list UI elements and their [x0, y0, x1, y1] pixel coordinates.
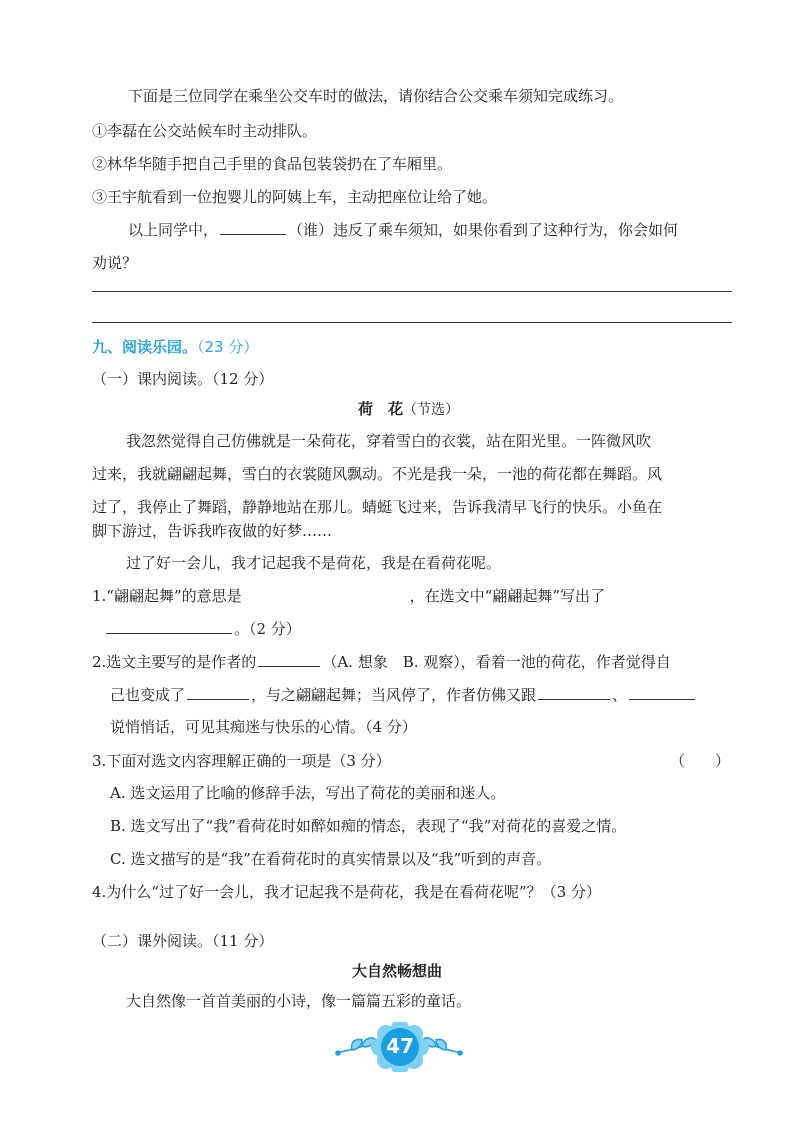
question-1-text-b: ，在选文中“翩翩起舞”写出了: [409, 587, 605, 605]
answer-line-1[interactable]: [92, 291, 732, 292]
passage-line-5: 过了好一会儿，我才记起我不是荷花，我是在看荷花呢。: [126, 554, 502, 572]
part-2-heading: （二）课外阅读。（11 分）: [92, 932, 274, 950]
answer-blank-q1[interactable]: [106, 619, 232, 634]
question-2-line-2: [110, 684, 697, 705]
option-a[interactable]: A. 选文运用了比喻的修辞手法，写出了荷花的美丽和迷人。: [110, 784, 506, 802]
left-sprout-icon: [336, 1038, 376, 1055]
intro-lead: 下面是三位同学在乘坐公交车时的做法，请你结合公交乘车须知完成练习。: [128, 87, 624, 105]
intro-question-cont: 劝说？: [92, 254, 138, 272]
answer-paren-q3[interactable]: （ ）: [670, 752, 731, 770]
question-2-text-a: 2.选文主要写的是作者的: [92, 653, 257, 671]
intro-item-3: ③王宇航看到一位抱婴儿的阿姨上车，主动把座位让给了她。: [92, 188, 498, 206]
passage-line-1: 我忽然觉得自己仿佛就是一朵荷花，穿着雪白的衣裳，站在阳光里。一阵微风吹: [126, 432, 652, 450]
intro-item-1: ①李磊在公交站候车时主动排队。: [92, 122, 318, 140]
section-9-heading: [92, 336, 258, 357]
answer-blank-q2-type[interactable]: [258, 652, 320, 667]
answer-line-2[interactable]: [92, 322, 732, 323]
intro-question: [128, 219, 678, 240]
question-2-line-3: 说悄悄话，可见其痴迷与快乐的心情。（4 分）: [110, 718, 417, 736]
answer-blank-who[interactable]: [220, 220, 286, 235]
passage-title: [358, 398, 459, 419]
intro-question-text-b: （谁）违反了乘车须知，如果你看到了这种行为，你会如何: [288, 221, 679, 239]
question-2-text-b: （A. 想象 B. 观察），看着一池的荷花，作者觉得自: [322, 653, 671, 671]
page-number: 47: [386, 1034, 414, 1058]
section-9-title: 九、阅读乐园。: [92, 338, 198, 356]
option-b[interactable]: B. 选文写出了“我”看荷花时如醉如痴的情态，表现了“我”对荷花的喜爱之情。: [110, 817, 627, 835]
question-1-text-c: 。（2 分）: [234, 620, 301, 638]
question-2: [92, 651, 671, 672]
intro-item-2: ②林华华随手把自己手里的食品包装袋扔在了车厢里。: [92, 155, 453, 173]
passage-line-4: 脚下游过，告诉我昨夜做的好梦……: [92, 522, 333, 540]
part-2-title: 大自然畅想曲: [352, 962, 443, 980]
option-c[interactable]: C. 选文描写的是“我”在看荷花时的真实情景以及“我”听到的声音。: [110, 850, 552, 868]
passage-line-3: 过了，我停止了舞蹈，静静地站在那儿。蜻蜓飞过来，告诉我清早飞行的快乐。小鱼在: [92, 498, 663, 516]
part-1-heading: （一）课内阅读。（12 分）: [92, 370, 274, 388]
passage-title-text: 荷 花: [358, 400, 404, 418]
question-3: 3.下面对选文内容理解正确的一项是（3 分）: [92, 752, 391, 770]
question-1-cont: [104, 618, 301, 639]
page-footer: [0, 1022, 800, 1072]
passage-line-2: 过来，我就翩翩起舞，雪白的衣裳随风飘动。不光是我一朵，一池的荷花都在舞蹈。风: [92, 465, 663, 483]
question-1: [92, 585, 605, 606]
answer-blank-q2-became[interactable]: [187, 685, 249, 700]
question-2-text-e: 、: [612, 686, 628, 704]
answer-blank-q2-friend-1[interactable]: [538, 685, 610, 700]
question-4: 4.为什么“过了好一会儿，我才记起我不是荷花，我是在看荷花呢”？（3 分）: [92, 883, 601, 901]
question-2-text-c: 己也变成了: [110, 686, 186, 704]
intro-question-text-a: 以上同学中，: [128, 221, 219, 239]
passage-title-note: （节选）: [403, 402, 460, 418]
answer-blank-q2-friend-2[interactable]: [629, 685, 695, 700]
question-2-text-d: ，与之翩翩起舞；当风停了，作者仿佛又跟: [251, 686, 537, 704]
question-1-text-a: 1.“翩翩起舞”的意思是: [92, 587, 242, 605]
section-9-points: （23 分）: [197, 338, 259, 356]
part-2-first-line: 大自然像一首首美丽的小诗，像一篇篇五彩的童话。: [126, 992, 472, 1010]
